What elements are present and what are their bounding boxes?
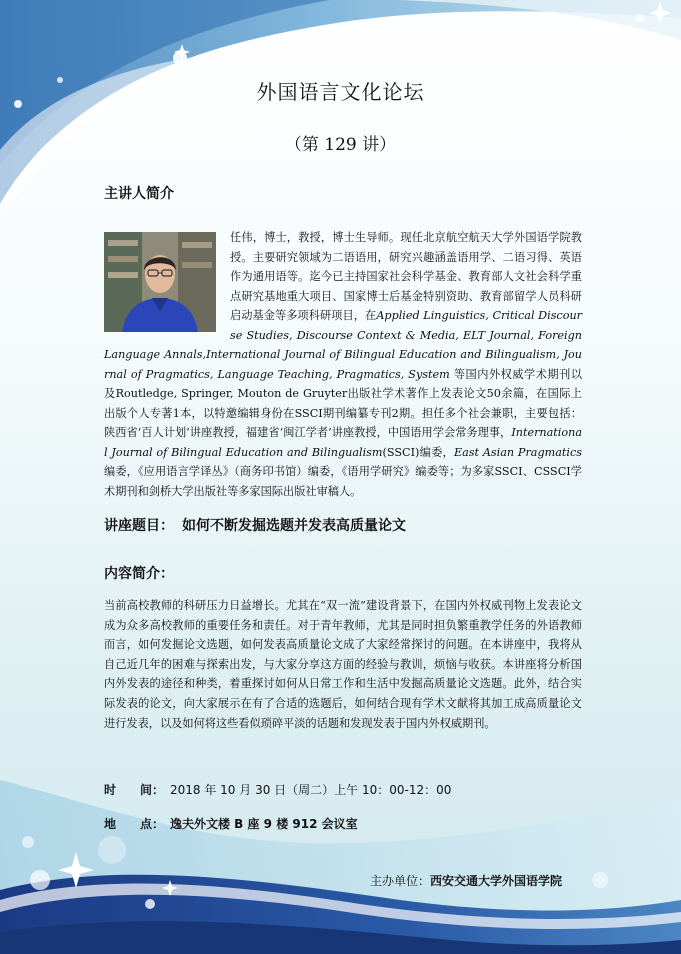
lecture-label: 讲座题目： [104,518,174,534]
bio-journals-1: Applied Linguistics, Critical Discourse Studies, Discourse Context & Media, ELT Journal, Foreign Language Annals,International Journal of Bilingual Education and Bilingualism, Journal of Pragmatics, Language Teaching, Pragmatics, System [104,309,582,381]
page-title: 外国语言文化论坛 [256,80,425,104]
place-label: 地 点： [104,817,165,831]
bio-journal-ijbeb: International Journal of Bilingual Education and Bilingualism [104,426,582,459]
bio-text-3: (SSCI)编委， [382,445,454,459]
time-value: 2018 年 10 月 30 日（周二）上午 10：00-12：00 [170,783,452,797]
bio-text-2: 等国内外权威学术期刊以及Routledge, Springer, Mouton de Gruyter出版社学术著作上发表论文50余篇，在国际上出版个人专著1本，以特邀编辑身份在SSCI期刊编纂专刊2期。担任多个社会兼职，主要包括：陕西省‘百人计划’讲座教授，福建省‘闽江学者’讲座教授，中国语用学会常务理事， [104,367,583,439]
host-label: 主办单位： [370,874,431,888]
place-value: 逸夫外文楼 B 座 9 楼 912 会议室 [170,817,358,831]
host-value: 西安交通大学外国语学院 [430,874,563,888]
summary-heading: 内容简介： [104,566,174,582]
place-line [104,815,358,832]
host-line [370,872,562,889]
lecture-title-line [104,515,406,535]
speaker-heading: 主讲人简介 [104,186,174,202]
bio-text-1: 任伟，博士，教授，博士生导师。现任北京航空航天大学外国语学院教授。主要研究领域为二语语用，研究兴趣涵盖语用学、二语习得、英语作为通用语等。迄今已主持国家社会科学基金、教育部人文社会科学重点研究基地重大项目、国家博士后基金特别资助、教育部留学人员科研启动基金等多项科研项目，在 [230,231,582,322]
time-label: 时 间： [104,783,165,797]
bio-text-4: 编委，《应用语言学译丛》（商务印书馆）编委，《语用学研究》编委等；为多家SSCI、CSSCI学术期刊和剑桥大学出版社等多家国际出版社审稿人。 [104,465,582,498]
speaker-bio [104,228,582,501]
summary-text: 当前高校教师的科研压力日益增长。尤其在“双一流”建设背景下，在国内外权威刊物上发表论文成为众多高校教师的重要任务和责任。对于青年教师，尤其是同时担负繁重教学任务的外语教师而言，如何发掘论文选题，如何发表高质量论文成了大家经常探讨的问题。在本讲座中，我将从自己近几年的困难与探索出发，与大家分享这方面的经验与教训，烦恼与收获。本讲座将分析国内外发表的途径和种类，着重探讨如何从日常工作和生活中发掘高质量论文选题。此外，结合实际发表的论文，向大家展示在有了合适的选题后，如何结合现有学术文献将其加工成高质量论文进行发表，以及如何将这些看似琐碎平淡的话题和发现发表于国内外权威期刊。 [104,599,582,730]
time-line [104,781,451,798]
lecture-topic: 如何不断发掘选题并发表高质量论文 [182,518,406,534]
lecture-number: （第 129 讲） [284,135,397,155]
bio-journal-eap: East Asian Pragmatics [453,445,582,459]
